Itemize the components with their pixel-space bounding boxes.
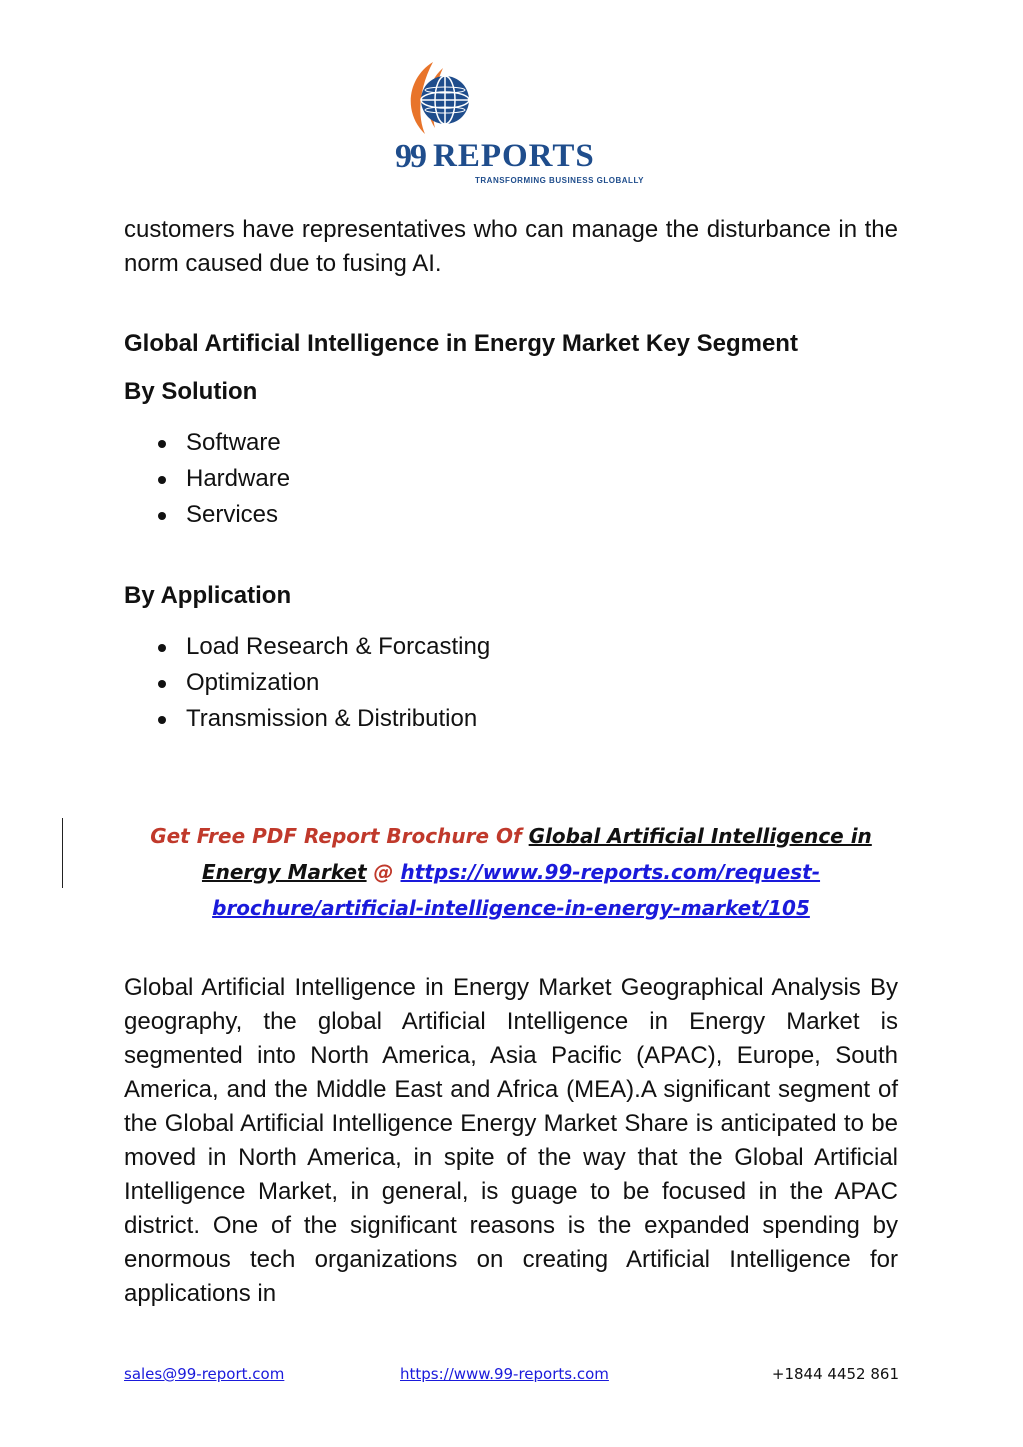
page-footer <box>0 1365 1023 1385</box>
bullet-icon <box>158 680 166 688</box>
logo <box>395 58 644 193</box>
logo-wordmark <box>395 138 635 175</box>
bullet-icon <box>158 440 166 448</box>
list-item <box>155 425 290 461</box>
list-item-label: Software <box>186 429 281 456</box>
change-bar <box>62 818 63 888</box>
list-item <box>155 701 490 737</box>
list-item <box>155 461 290 497</box>
logo-word: REPORTS <box>433 138 595 174</box>
bullet-icon <box>158 716 166 724</box>
cta-lead: Get Free PDF Report Brochure Of <box>150 824 529 848</box>
cta-market-link[interactable]: Global Artificial Intelligence in <box>528 824 872 848</box>
list-item <box>155 629 490 665</box>
cta-market-link-cont[interactable]: Energy Market <box>201 860 367 884</box>
bullet-icon <box>158 644 166 652</box>
globe-icon <box>395 58 635 138</box>
list-item-label: Services <box>186 501 279 528</box>
application-list <box>155 629 490 737</box>
footer-phone: +1844 4452 861 <box>771 1365 899 1383</box>
by-solution-heading: By Solution <box>124 378 258 405</box>
intro-paragraph: customers have representatives who can manage the disturbance in the norm caused due to fusing AI. <box>124 216 898 277</box>
list-item-label: Optimization <box>186 669 320 696</box>
logo-digits: 99 <box>395 138 425 175</box>
key-segment-heading: Global Artificial Intelligence in Energy Market Key Segment <box>124 330 798 357</box>
list-item <box>155 665 490 701</box>
cta-url-link-cont[interactable]: brochure/artificial-intelligence-in-energy-market/105 <box>212 896 810 920</box>
bullet-icon <box>158 512 166 520</box>
list-item <box>155 497 290 533</box>
brochure-cta <box>124 818 898 926</box>
cta-at: @ <box>366 860 401 884</box>
cta-url-link[interactable]: https://www.99-reports.com/request- <box>400 860 821 884</box>
bullet-icon <box>158 476 166 484</box>
geo-paragraph: Global Artificial Intelligence in Energy Market Geographical Analysis By geography, the global Artificial Intelligence in Energy Market is segmented into North America, Asia Pacific (APAC), Europe, South America, and the Middle East and Africa (MEA).A significant segment of the Global Artificial Intelligence Energy Market Share is anticipated to be moved in North America, in spite of the way that the Global Artificial Intelligence Market, in general, is guage to be focused in the APAC district. One of the significant reasons is the expanded spending by enormous tech organizations on creating Artificial Intelligence for applications in <box>124 974 898 1307</box>
footer-website-link[interactable]: https://www.99-reports.com <box>400 1365 609 1383</box>
list-item-label: Transmission & Distribution <box>186 705 478 732</box>
footer-email-link[interactable]: sales@99-report.com <box>124 1365 285 1383</box>
by-application-heading: By Application <box>124 582 292 609</box>
list-item-label: Hardware <box>186 465 291 492</box>
logo-tagline: TRANSFORMING BUSINESS GLOBALLY <box>475 176 644 185</box>
list-item-label: Load Research & Forcasting <box>186 633 491 660</box>
solution-list <box>155 425 290 533</box>
